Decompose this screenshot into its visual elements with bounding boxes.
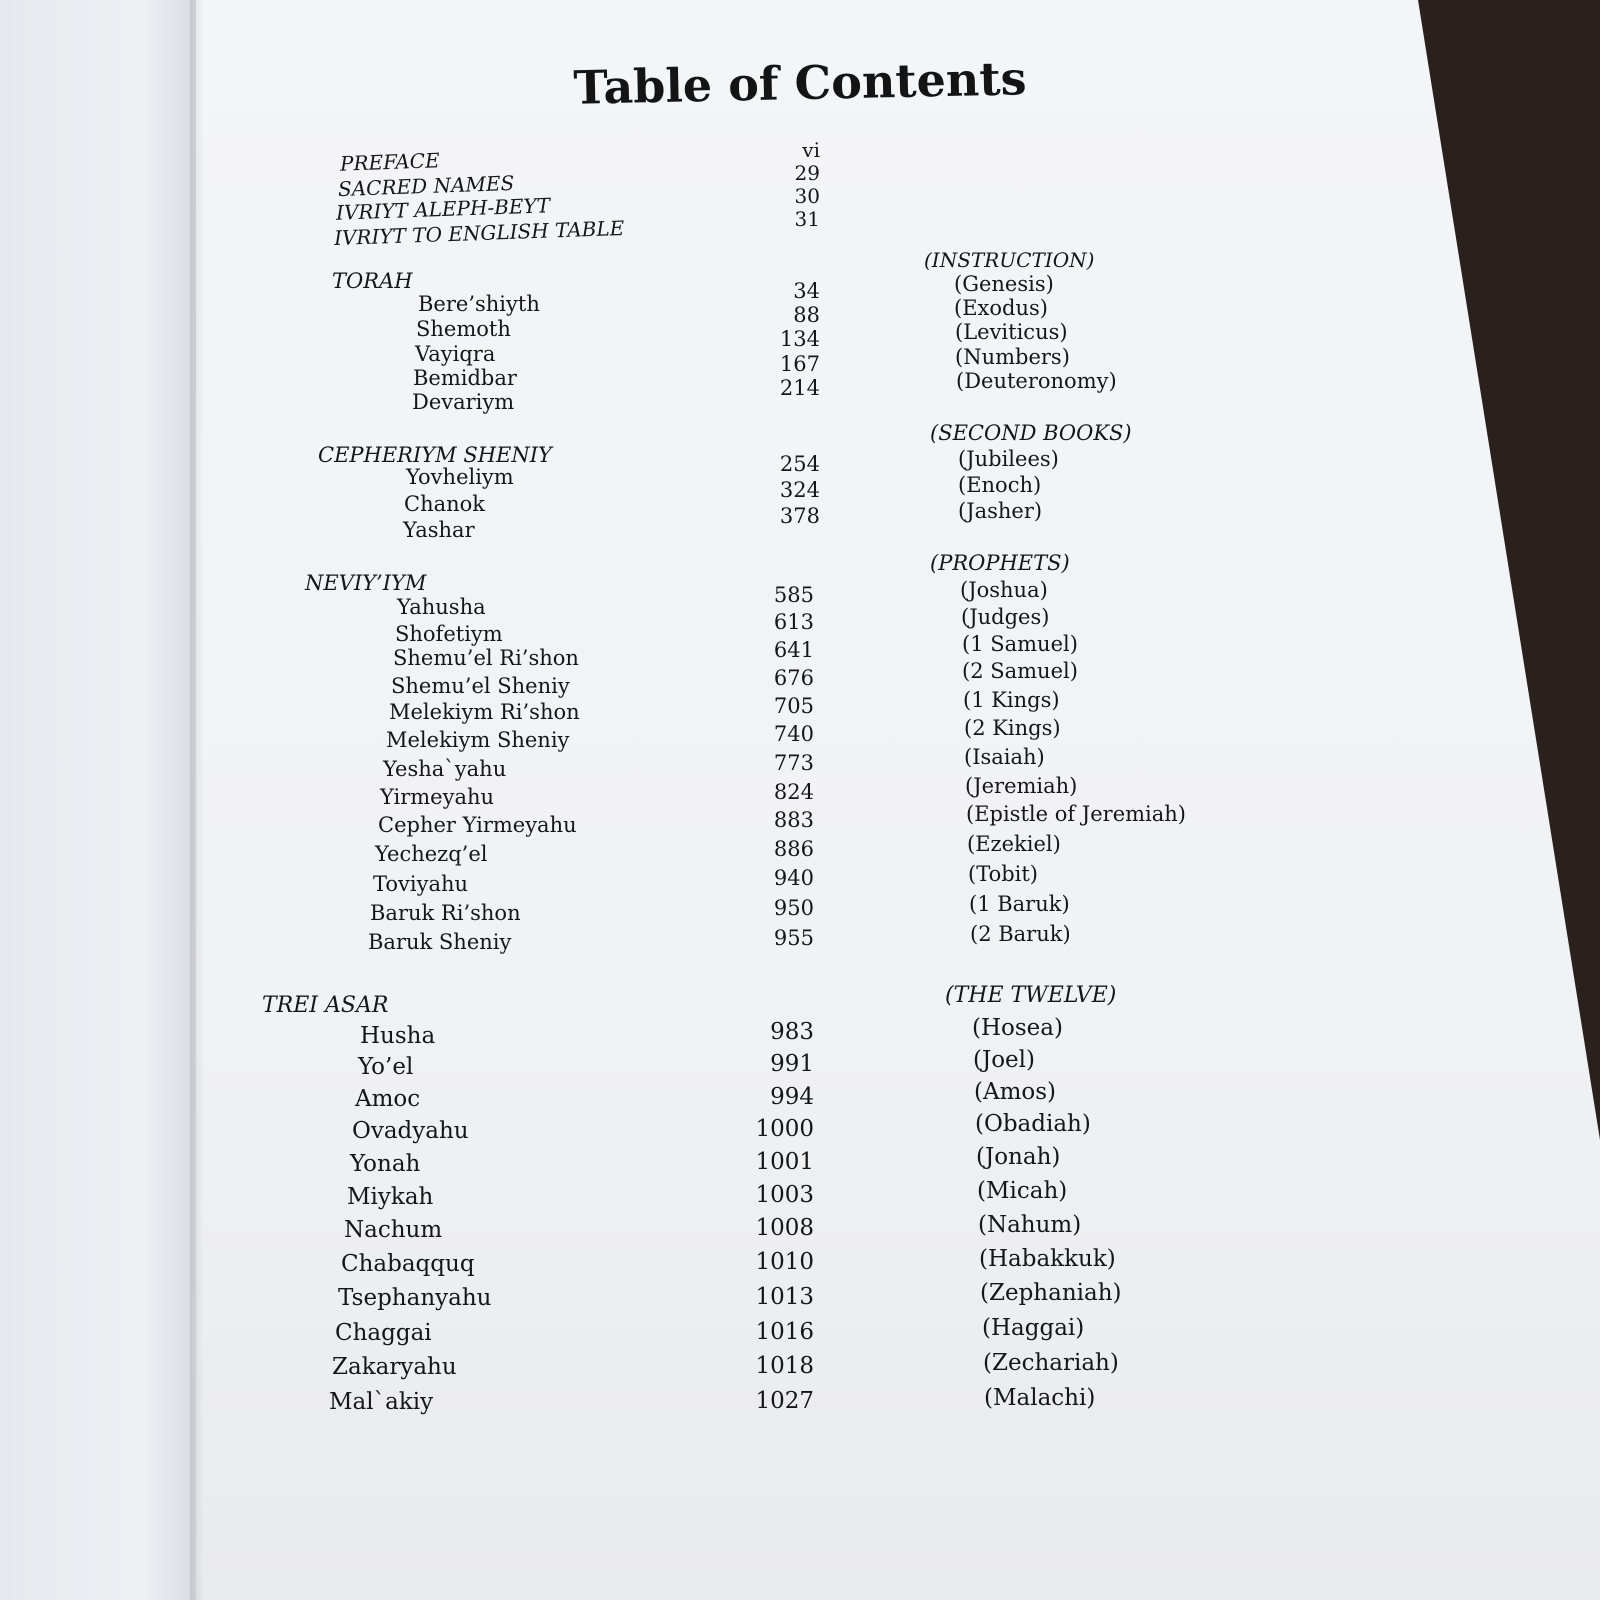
toc-book-page: 1013 [755,1284,814,1310]
toc-section-name: NEVIY’IYM [305,571,427,595]
toc-front-page: 29 [794,161,820,185]
toc-book-page: 1001 [755,1149,814,1175]
toc-book-name: Amoc [355,1086,421,1112]
toc-book-name: Tsephanyahu [338,1285,492,1311]
toc-book-page: 740 [773,722,814,746]
toc-book-english: (Zephaniah) [980,1280,1122,1306]
toc-book-name: Baruk Sheniy [368,930,512,954]
toc-book-page: 324 [779,478,820,502]
toc-book-name: Yonah [350,1151,421,1177]
page-title: Table of Contents [573,51,1027,115]
toc-book-name: Husha [360,1023,436,1049]
toc-book-english: (Exodus) [954,296,1048,320]
toc-book-name: Bemidbar [413,366,517,390]
toc-book-english: (Epistle of Jeremiah) [966,802,1186,826]
toc-book-name: Shemu’el Ri’shon [393,646,579,670]
toc-book-page: 940 [773,866,814,890]
toc-book-page: 585 [773,583,814,607]
toc-book-english: (1 Samuel) [962,632,1078,656]
toc-book-page: 1003 [755,1182,814,1208]
toc-book-page: 1008 [755,1215,814,1241]
toc-book-english: (Haggai) [982,1315,1085,1341]
toc-front-page: 31 [794,207,820,231]
toc-book-english: (Numbers) [955,345,1070,369]
toc-book-page: 883 [773,808,814,832]
toc-book-page: 34 [793,279,820,303]
toc-book-name: Zakaryahu [332,1354,457,1380]
toc-book-page: 1010 [755,1249,814,1275]
toc-book-english: (Micah) [977,1178,1068,1204]
facing-page [0,0,200,1600]
toc-book-english: (2 Baruk) [970,922,1071,946]
toc-book-english: (Habakkuk) [979,1246,1116,1272]
toc-section-name: TORAH [332,269,413,293]
toc-front-name: PREFACE [339,148,440,176]
toc-book-name: Baruk Ri’shon [370,901,521,925]
toc-book-page: 167 [779,352,820,376]
toc-book-page: 1018 [755,1353,814,1379]
toc-front-name: SACRED NAMES [337,170,515,202]
toc-book-english: (Genesis) [954,272,1054,296]
toc-front-page: vi [802,138,820,162]
toc-book-english: (2 Kings) [964,716,1061,740]
toc-book-name: Toviyahu [373,872,469,896]
toc-book-page: 676 [773,666,814,690]
toc-book-name: Melekiym Sheniy [386,728,570,752]
toc-book-english: (Malachi) [984,1385,1096,1411]
toc-book-english: (Nahum) [978,1212,1082,1238]
toc-book-name: Cepher Yirmeyahu [378,813,577,837]
toc-book-name: Miykah [347,1184,434,1210]
toc-book-page: 705 [773,694,814,718]
toc-section-english: (SECOND BOOKS) [930,421,1132,445]
toc-book-english: (Enoch) [958,473,1042,497]
toc-section-english: (PROPHETS) [930,551,1070,575]
toc-book-english: (Joel) [973,1047,1035,1073]
toc-book-page: 378 [779,504,820,528]
toc-book-english: (Obadiah) [975,1111,1091,1137]
toc-book-name: Shofetiym [395,622,503,646]
toc-section-english: (THE TWELVE) [945,983,1117,1008]
toc-book-english: (Hosea) [972,1015,1063,1041]
toc-book-english: (Jeremiah) [965,774,1078,798]
toc-book-name: Bere’shiyth [418,292,540,316]
toc-book-name: Nachum [344,1217,443,1243]
toc-book-english: (Judges) [961,605,1050,629]
toc-book-name: Chabaqquq [341,1251,475,1277]
toc-book-name: Mal`akiy [329,1389,434,1415]
toc-book-page: 88 [793,303,820,327]
toc-book-name: Melekiym Ri’shon [389,700,580,724]
toc-book-page: 983 [770,1019,814,1045]
toc-book-name: Shemoth [416,317,511,341]
toc-front-name: IVRIYT ALEPH-BEYT [335,193,551,225]
toc-book-english: (Jasher) [958,499,1043,523]
toc-book-page: 1000 [755,1116,814,1142]
toc-book-page: 134 [779,327,820,351]
toc-book-name: Chanok [404,492,486,516]
toc-book-english: (Jubilees) [958,447,1059,471]
toc-book-english: (Jonah) [976,1144,1061,1170]
page-gutter-shadow [190,0,204,1600]
toc-book-page: 950 [773,896,814,920]
toc-book-name: Devariym [412,390,515,414]
toc-book-page: 1016 [755,1319,814,1345]
toc-book-name: Ovadyahu [352,1118,469,1144]
toc-book-page: 824 [773,780,814,804]
toc-book-name: Yechezq’el [375,842,488,866]
toc-book-english: (Leviticus) [955,320,1068,344]
toc-section-name: CEPHERIYM SHENIY [318,443,552,467]
toc-book-english: (Joshua) [960,578,1048,602]
toc-book-page: 991 [770,1051,814,1077]
toc-book-name: Yashar [403,518,475,542]
toc-book-page: 254 [779,452,820,476]
toc-book-name: Yirmeyahu [380,785,495,809]
toc-section-english: (INSTRUCTION) [924,248,1095,272]
toc-book-english: (Tobit) [968,862,1039,886]
toc-book-name: Shemu’el Sheniy [391,674,570,698]
toc-book-page: 214 [779,376,820,400]
toc-front-name: IVRIYT TO ENGLISH TABLE [333,215,625,251]
toc-book-english: (1 Kings) [963,688,1060,712]
toc-book-page: 955 [773,926,814,950]
toc-book-english: (Isaiah) [964,745,1045,769]
toc-book-page: 886 [773,837,814,861]
toc-section-name: TREI ASAR [262,993,389,1018]
toc-book-name: Yahusha [397,595,486,619]
toc-book-name: Yovheliym [406,465,514,489]
toc-book-page: 994 [770,1084,814,1110]
toc-book-page: 641 [773,638,814,662]
toc-book-name: Yo’el [358,1054,414,1080]
toc-book-english: (Deuteronomy) [956,369,1117,393]
toc-book-page: 1027 [755,1388,814,1414]
toc-book-name: Vayiqra [415,342,496,366]
toc-book-page: 773 [773,751,814,775]
toc-book-english: (Zechariah) [983,1350,1119,1376]
toc-book-name: Chaggai [335,1320,432,1346]
toc-book-name: Yesha`yahu [383,757,507,781]
toc-front-page: 30 [794,184,820,208]
toc-book-english: (Amos) [974,1079,1057,1105]
toc-book-english: (2 Samuel) [962,659,1078,683]
toc-book-english: (Ezekiel) [967,832,1061,856]
toc-book-english: (1 Baruk) [969,892,1070,916]
toc-book-page: 613 [773,610,814,634]
